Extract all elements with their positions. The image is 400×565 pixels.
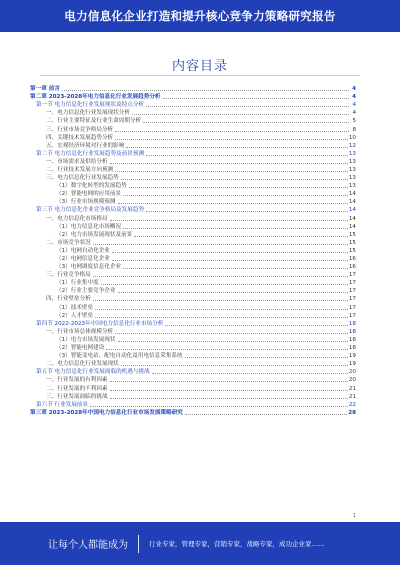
toc-entry-page: 17 bbox=[348, 296, 356, 303]
toc-leader-dots bbox=[185, 414, 347, 415]
toc-entry-label: 一、电力信息化市场格局 bbox=[46, 215, 108, 222]
toc-entry[interactable] bbox=[30, 223, 356, 231]
toc-entry-page: 14 bbox=[348, 207, 356, 214]
toc-entry-label: 二、行业技术发展方向预测 bbox=[46, 166, 114, 173]
toc-entry[interactable] bbox=[30, 206, 356, 214]
toc-leader-dots bbox=[165, 325, 348, 326]
toc-leader-dots bbox=[146, 106, 349, 107]
toc-leader-dots bbox=[118, 341, 348, 342]
toc-entry[interactable] bbox=[30, 320, 356, 328]
toc-entry-label: （1）电力信息化市场概况 bbox=[56, 223, 122, 230]
toc-entry-page: 14 bbox=[348, 191, 356, 198]
toc-leader-dots bbox=[134, 236, 348, 237]
toc-entry-page: 13 bbox=[348, 158, 356, 165]
toc-entry-page: 5 bbox=[352, 118, 356, 125]
toc-entry-page: 16 bbox=[348, 264, 356, 271]
toc-entry-label: 一、电力信息化行业发展现状分析 bbox=[46, 110, 130, 117]
toc-entry[interactable] bbox=[30, 231, 356, 239]
toc-leader-dots bbox=[112, 252, 348, 253]
toc-leader-dots bbox=[110, 163, 348, 164]
toc-entry[interactable] bbox=[30, 304, 356, 312]
toc-leader-dots bbox=[115, 171, 348, 172]
footer-slogan: 让每个人都能成为 bbox=[48, 540, 128, 551]
toc-entry[interactable] bbox=[30, 344, 356, 352]
toc-entry-page: 4 bbox=[352, 86, 356, 93]
toc-entry-page: 21 bbox=[348, 393, 356, 400]
toc-entry-label: （3）智能变电站、配电自动化及用电信息采集系统 bbox=[56, 353, 183, 360]
toc-leader-dots bbox=[115, 139, 348, 140]
report-header-bar bbox=[0, 0, 400, 32]
toc-entry-label: 三、行业市场竞争格局分析 bbox=[46, 126, 114, 133]
toc-entry-page: 21 bbox=[348, 385, 356, 392]
toc-leader-dots bbox=[146, 211, 348, 212]
toc-leader-dots bbox=[115, 131, 349, 132]
toc-leader-dots bbox=[121, 365, 348, 366]
toc-entry-page: 20 bbox=[348, 377, 356, 384]
toc-leader-dots bbox=[110, 381, 348, 382]
page-number: 1 bbox=[352, 513, 356, 519]
toc-entry-label: 第二章 2023-2028年电力信息化行业发展趋势分析 bbox=[30, 94, 161, 101]
toc-leader-dots bbox=[95, 317, 348, 318]
toc-entry-page: 22 bbox=[348, 401, 356, 408]
toc-entry[interactable] bbox=[30, 376, 356, 384]
toc-entry-page: 19 bbox=[348, 353, 356, 360]
toc-entry[interactable] bbox=[30, 328, 356, 336]
toc-leader-dots bbox=[185, 357, 348, 358]
toc-entry-label: 第三章 2023-2028年中国电力信息化行业市场发展策略研究 bbox=[30, 409, 183, 416]
toc-leader-dots bbox=[110, 220, 348, 221]
toc-entry-label: 二、电力信息化行业发展现状 bbox=[46, 361, 119, 368]
toc-entry[interactable] bbox=[30, 182, 356, 190]
toc-leader-dots bbox=[110, 390, 348, 391]
toc-entry[interactable] bbox=[30, 117, 356, 125]
toc-entry-label: （1）行业集中度 bbox=[56, 280, 99, 287]
toc-entry[interactable] bbox=[30, 384, 356, 392]
footer-divider bbox=[138, 535, 139, 553]
toc-entry[interactable] bbox=[30, 134, 356, 142]
toc-entry[interactable] bbox=[30, 142, 356, 150]
toc-leader-dots bbox=[112, 260, 348, 261]
toc-entry[interactable] bbox=[30, 295, 356, 303]
toc-entry-label: 四、关键技术发展趋势分析 bbox=[46, 134, 114, 141]
toc-heading: 内容目录 bbox=[171, 59, 228, 74]
heading-divider bbox=[40, 75, 360, 76]
toc-entry[interactable] bbox=[30, 215, 356, 223]
toc-leader-dots bbox=[126, 147, 348, 148]
toc-entry-page: 17 bbox=[348, 272, 356, 279]
toc-entry-page: 15 bbox=[348, 239, 356, 246]
toc-entry-label: （1）技术壁垒 bbox=[56, 304, 94, 311]
toc-entry[interactable] bbox=[30, 401, 356, 409]
toc-entry[interactable] bbox=[30, 360, 356, 368]
toc-entry-label: 二、行业主要特征及行业生命周期分析 bbox=[46, 118, 142, 125]
toc-entry[interactable] bbox=[30, 271, 356, 279]
toc-entry-page: 4 bbox=[352, 110, 356, 117]
toc-entry-label: （1）数字化转型的发展趋势 bbox=[56, 183, 127, 190]
toc-entry-label: 五、宏观经济环境对行业的影响 bbox=[46, 142, 125, 149]
toc-entry-label: 第四节 2022-2023年中国电力信息化行业市场分析 bbox=[36, 320, 164, 327]
toc-entry-label: 一、行业发展的有利因素 bbox=[46, 377, 108, 384]
toc-entry-page: 19 bbox=[348, 361, 356, 368]
toc-leader-dots bbox=[118, 292, 348, 293]
toc-entry-page: 18 bbox=[348, 328, 356, 335]
toc-entry[interactable] bbox=[30, 125, 356, 133]
toc-entry-label: （2）智能电网的应用前景 bbox=[56, 191, 122, 198]
toc-entry-label: 二、市场竞争状况 bbox=[46, 239, 91, 246]
table-of-contents bbox=[30, 85, 356, 417]
toc-entry-page: 15 bbox=[348, 231, 356, 238]
toc-leader-dots bbox=[123, 195, 348, 196]
toc-entry-page: 13 bbox=[348, 183, 356, 190]
toc-entry-label: 二、行业发展的不利因素 bbox=[46, 385, 108, 392]
toc-entry[interactable] bbox=[30, 166, 356, 174]
toc-entry-label: 第五节 电力信息化行业发展面临的机遇与挑战 bbox=[36, 369, 150, 376]
toc-leader-dots bbox=[110, 398, 348, 399]
toc-leader-dots bbox=[93, 300, 348, 301]
toc-leader-dots bbox=[152, 373, 348, 374]
toc-entry[interactable] bbox=[30, 239, 356, 247]
toc-entry-label: （3）行业市场规模预测 bbox=[56, 199, 116, 206]
toc-entry[interactable] bbox=[30, 109, 356, 117]
toc-leader-dots bbox=[146, 155, 348, 156]
toc-entry[interactable] bbox=[30, 101, 356, 109]
toc-leader-dots bbox=[106, 349, 348, 350]
toc-entry-label: 第三节 电力信息化企业竞争格局及发展趋势 bbox=[36, 207, 145, 214]
toc-entry[interactable] bbox=[30, 247, 356, 255]
toc-entry[interactable] bbox=[30, 198, 356, 206]
toc-entry[interactable] bbox=[30, 150, 356, 158]
toc-leader-dots bbox=[118, 203, 348, 204]
toc-entry-page: 12 bbox=[348, 142, 356, 149]
toc-entry-page: 13 bbox=[348, 175, 356, 182]
toc-entry[interactable] bbox=[30, 393, 356, 401]
toc-leader-dots bbox=[123, 228, 348, 229]
toc-entry-label: 第一节 电力信息化行业发展现状及特点分析 bbox=[36, 102, 145, 109]
toc-entry[interactable] bbox=[30, 158, 356, 166]
toc-entry[interactable] bbox=[30, 190, 356, 198]
toc-entry[interactable] bbox=[30, 352, 356, 360]
toc-entry-label: （2）行业主要竞争企业 bbox=[56, 288, 116, 295]
toc-entry-label: 第六节 行业发展前景 bbox=[36, 401, 89, 408]
toc-entry-page: 18 bbox=[348, 336, 356, 343]
toc-leader-dots bbox=[115, 333, 348, 334]
toc-entry-label: 一、市场需求及供给分析 bbox=[46, 158, 108, 165]
toc-entry-label: 四、行业壁垒分析 bbox=[46, 296, 91, 303]
toc-leader-dots bbox=[132, 114, 349, 115]
toc-entry-page: 28 bbox=[348, 409, 356, 416]
toc-entry-page: 10 bbox=[348, 134, 356, 141]
toc-entry-label: （2）人才壁垒 bbox=[56, 312, 94, 319]
toc-entry[interactable] bbox=[30, 279, 356, 287]
report-title: 电力信息化企业打造和提升核心竞争力策略研究报告 bbox=[64, 9, 336, 23]
toc-entry-label: （2）电力市场发展现状及前景 bbox=[56, 231, 133, 238]
toc-entry-label: 一、行业市场总体规模分析 bbox=[46, 328, 114, 335]
footer-bar bbox=[0, 522, 400, 565]
toc-entry-label: （3）电网调度信息化企业 bbox=[56, 264, 122, 271]
toc-entry-label: 三、行业发展面临的挑战 bbox=[46, 393, 108, 400]
toc-entry-label: 三、电力信息化行业发展趋势 bbox=[46, 175, 119, 182]
toc-entry-page: 18 bbox=[348, 345, 356, 352]
toc-entry[interactable] bbox=[30, 336, 356, 344]
toc-entry-page: 4 bbox=[352, 102, 356, 109]
toc-entry-page: 4 bbox=[352, 94, 356, 101]
toc-entry-page: 15 bbox=[348, 247, 356, 254]
toc-leader-dots bbox=[123, 268, 348, 269]
toc-leader-dots bbox=[143, 122, 349, 123]
toc-leader-dots bbox=[93, 276, 348, 277]
toc-leader-dots bbox=[101, 284, 348, 285]
toc-leader-dots bbox=[62, 90, 349, 91]
toc-entry-page: 16 bbox=[348, 256, 356, 263]
toc-entry[interactable] bbox=[30, 263, 356, 271]
toc-entry-page: 17 bbox=[348, 304, 356, 311]
toc-entry-page: 8 bbox=[352, 126, 356, 133]
toc-entry-page: 13 bbox=[348, 150, 356, 157]
toc-entry-label: 三、行业竞争格局 bbox=[46, 272, 91, 279]
toc-leader-dots bbox=[163, 98, 349, 99]
toc-entry-page: 14 bbox=[348, 215, 356, 222]
toc-entry-page: 14 bbox=[348, 199, 356, 206]
toc-entry-label: （1）电网自动化企业 bbox=[56, 247, 110, 254]
toc-entry[interactable] bbox=[30, 93, 356, 101]
toc-leader-dots bbox=[93, 244, 348, 245]
toc-entry-page: 14 bbox=[348, 223, 356, 230]
toc-entry[interactable] bbox=[30, 409, 356, 417]
toc-leader-dots bbox=[90, 406, 348, 407]
toc-entry-page: 13 bbox=[348, 166, 356, 173]
toc-entry-page: 17 bbox=[348, 280, 356, 287]
toc-entry[interactable] bbox=[30, 312, 356, 320]
toc-leader-dots bbox=[121, 179, 348, 180]
footer-tagline: 行业专家，管理专家，营销专家，战略专家，成功企业家…… bbox=[149, 540, 325, 548]
toc-entry[interactable] bbox=[30, 174, 356, 182]
toc-entry-label: 第一章 前言 bbox=[30, 86, 60, 93]
toc-entry[interactable] bbox=[30, 287, 356, 295]
toc-leader-dots bbox=[129, 187, 348, 188]
toc-entry-label: （2）智能电网建设 bbox=[56, 345, 105, 352]
toc-entry-label: （2）电网信息化企业 bbox=[56, 256, 110, 263]
toc-entry-page: 20 bbox=[348, 369, 356, 376]
toc-entry-label: （1）电力市场发展现状 bbox=[56, 336, 116, 343]
toc-entry-page: 18 bbox=[348, 320, 356, 327]
toc-entry-page: 17 bbox=[348, 288, 356, 295]
toc-entry-label: 第二节 电力信息化行业发展趋势及前景预测 bbox=[36, 150, 145, 157]
toc-entry[interactable] bbox=[30, 368, 356, 376]
toc-entry[interactable] bbox=[30, 255, 356, 263]
toc-leader-dots bbox=[95, 309, 348, 310]
toc-entry-page: 17 bbox=[348, 312, 356, 319]
toc-entry[interactable] bbox=[30, 85, 356, 93]
